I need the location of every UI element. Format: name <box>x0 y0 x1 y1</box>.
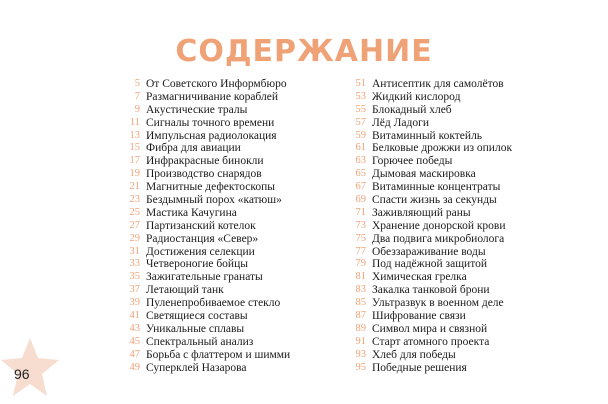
toc-entry <box>118 142 290 155</box>
toc-entry-title: Бездымный порох «катюш» <box>146 194 282 207</box>
toc-entry-page: 11 <box>129 116 140 128</box>
toc-entry <box>118 310 290 323</box>
toc-entry-page: 75 <box>355 232 366 244</box>
toc-entry-page: 71 <box>355 206 366 218</box>
toc-entry-page: 81 <box>355 271 366 283</box>
toc-entry-page: 57 <box>355 116 366 128</box>
toc-entry-page: 17 <box>129 155 140 167</box>
toc-entry <box>118 130 290 143</box>
toc-entry-page: 5 <box>134 78 140 89</box>
toc-entry-page: 85 <box>355 297 366 309</box>
toc-entry <box>344 130 512 143</box>
toc-entry-title: Блокадный хлеб <box>372 103 452 116</box>
toc-entry-title: Белковые дрожжи из опилок <box>372 142 513 155</box>
toc-entry-title: Магнитные дефектоскопы <box>146 181 275 194</box>
toc-entry-title: Лёд Ладоги <box>372 116 430 129</box>
toc-entry <box>344 117 512 130</box>
toc-entry <box>344 246 512 259</box>
toc-entry <box>344 336 512 349</box>
toc-entry <box>344 181 512 194</box>
toc-entry <box>118 194 290 207</box>
toc-entry-title: Антисептик для самолётов <box>372 78 504 90</box>
toc-entry <box>344 233 512 246</box>
toc-entry-page: 83 <box>355 284 366 296</box>
toc-entry-title: Витаминные концентраты <box>372 181 501 194</box>
toc-entry-page: 7 <box>134 90 140 102</box>
toc-entry-title: Радиостанция «Север» <box>146 232 259 245</box>
toc-entry <box>344 104 512 117</box>
toc-entry <box>344 220 512 233</box>
toc-entry <box>344 297 512 310</box>
toc-entry-title: От Советского Информбюро <box>146 78 287 90</box>
toc-entry-title: Инфракрасные бинокли <box>146 155 264 168</box>
toc-entry-page: 27 <box>129 219 140 231</box>
toc-entry <box>344 142 512 155</box>
star-icon <box>0 336 60 398</box>
toc-entry-title: Победные решения <box>372 361 467 374</box>
toc-entry-title: Четвероногие бойцы <box>146 258 248 271</box>
toc-entry-title: Импульсная радиолокация <box>146 129 277 142</box>
toc-entry-page: 15 <box>129 142 140 154</box>
toc-entry <box>344 91 512 104</box>
toc-entry-page: 67 <box>355 181 366 193</box>
toc-entry <box>118 220 290 233</box>
toc-entry <box>118 336 290 349</box>
page-number: 96 <box>14 366 30 382</box>
toc-entry <box>344 78 512 91</box>
toc-entry-title: Жидкий кислород <box>372 90 461 103</box>
toc-entry <box>344 168 512 181</box>
toc-entry-page: 95 <box>355 361 366 373</box>
toc-entry-title: Пуленепробиваемое стекло <box>146 297 281 310</box>
toc-entry-title: Акустические тралы <box>146 103 248 116</box>
toc-entry <box>118 207 290 220</box>
toc-entry-title: Витаминный коктейль <box>372 129 483 142</box>
toc-entry <box>118 284 290 297</box>
toc-entry-page: 59 <box>355 129 366 141</box>
toc-entry-page: 41 <box>129 310 140 322</box>
toc-entry-title: Хранение донорской крови <box>372 219 506 232</box>
toc-entry-page: 61 <box>355 142 366 154</box>
toc-entry-title: Сигналы точного времени <box>146 116 275 129</box>
toc-entry-title: Летающий танк <box>146 284 224 297</box>
toc-entry <box>118 297 290 310</box>
toc-entry-title: Два подвига микробиолога <box>372 232 505 245</box>
toc-entry <box>344 349 512 362</box>
toc-entry-page: 47 <box>129 348 140 360</box>
toc-entry-title: Дымовая маскировка <box>372 168 476 181</box>
toc-entry <box>118 155 290 168</box>
toc-entry-page: 25 <box>129 206 140 218</box>
toc-entry-title: Старт атомного проекта <box>372 335 490 348</box>
toc-entry-title: Закалка танковой брони <box>372 284 490 297</box>
toc-entry <box>344 258 512 271</box>
toc-entry-title: Горючее победы <box>372 155 453 168</box>
toc-entry-page: 39 <box>129 297 140 309</box>
toc-entry-title: Спектральный анализ <box>146 335 254 348</box>
toc-entry <box>118 168 290 181</box>
toc-entry <box>118 362 290 375</box>
toc-entry-page: 89 <box>355 322 366 334</box>
toc-entry-title: Достижения селекции <box>146 245 255 258</box>
toc-entry-title: Обеззараживание воды <box>372 245 486 258</box>
toc-entry-page: 93 <box>355 348 366 360</box>
toc-entry-page: 13 <box>129 129 140 141</box>
toc-entry-page: 19 <box>129 168 140 180</box>
toc-entry-page: 21 <box>129 181 140 193</box>
toc-entry-page: 33 <box>129 258 140 270</box>
toc-entry-title: Уникальные сплавы <box>146 322 245 335</box>
toc-right-column <box>344 78 512 374</box>
toc-entry-title: Светящиеся составы <box>146 310 248 323</box>
toc-entry-page: 37 <box>129 284 140 296</box>
toc-left-column <box>118 78 290 374</box>
toc-entry <box>118 246 290 259</box>
toc-entry-page: 55 <box>355 103 366 115</box>
toc-entry <box>118 271 290 284</box>
toc-entry-title: Борьба с флаттером и шимми <box>146 348 291 361</box>
toc-entry-title: Спасти жизнь за секунды <box>372 194 497 207</box>
toc-entry-title: Производство снарядов <box>146 168 262 181</box>
toc-entry-page: 43 <box>129 322 140 334</box>
toc-entry <box>118 104 290 117</box>
toc-entry <box>344 284 512 297</box>
toc-entry-title: Размагничивание кораблей <box>146 90 278 103</box>
toc-entry-title: Суперклей Назарова <box>146 361 247 374</box>
toc-entry <box>344 155 512 168</box>
toc-entry-title: Хлеб для победы <box>372 348 456 361</box>
toc-entry-page: 35 <box>129 271 140 283</box>
toc-entry-title: Химическая грелка <box>372 271 467 284</box>
toc-entry-page: 23 <box>129 194 140 206</box>
toc-entry-page: 29 <box>129 232 140 244</box>
toc-entry <box>344 207 512 220</box>
toc-entry-title: Партизанский котелок <box>146 219 256 232</box>
toc-entry-page: 77 <box>355 245 366 257</box>
toc-entry-page: 9 <box>134 103 140 115</box>
toc-entry <box>118 117 290 130</box>
toc-entry-page: 53 <box>355 90 366 102</box>
toc-entry-title: Шифрование связи <box>372 310 466 323</box>
toc-entry-page: 63 <box>355 155 366 167</box>
toc-entry <box>118 323 290 336</box>
toc-entry <box>344 271 512 284</box>
toc-entry <box>344 310 512 323</box>
toc-entry-page: 51 <box>355 78 366 89</box>
toc-entry-page: 69 <box>355 194 366 206</box>
toc-entry-page: 45 <box>129 335 140 347</box>
toc-entry-title: Зажигательные гранаты <box>146 271 263 284</box>
toc-entry-page: 65 <box>355 168 366 180</box>
toc-entry-page: 91 <box>355 335 366 347</box>
toc-entry-page: 73 <box>355 219 366 231</box>
toc-entry-title: Ультразвук в военном деле <box>372 297 504 310</box>
toc-entry-page: 87 <box>355 310 366 322</box>
toc-entry-title: Заживляющий раны <box>372 206 471 219</box>
toc-entry <box>118 233 290 246</box>
toc-entry-page: 79 <box>355 258 366 270</box>
toc-entry <box>344 362 512 375</box>
toc-entry-title: Символ мира и связной <box>372 322 488 335</box>
toc-entry <box>344 194 512 207</box>
toc-entry-title: Под надёжной защитой <box>372 258 487 271</box>
toc-entry-title: Фибра для авиации <box>146 142 241 155</box>
toc-entry-page: 49 <box>129 361 140 373</box>
toc-entry <box>118 258 290 271</box>
toc-entry <box>118 78 290 91</box>
toc-entry <box>344 323 512 336</box>
page-title: СОДЕРЖАНИЕ <box>175 34 433 69</box>
toc-entry-title: Мастика Качугина <box>146 206 237 219</box>
toc-entry <box>118 181 290 194</box>
toc-entry <box>118 349 290 362</box>
toc-entry <box>118 91 290 104</box>
toc-entry-page: 31 <box>129 245 140 257</box>
